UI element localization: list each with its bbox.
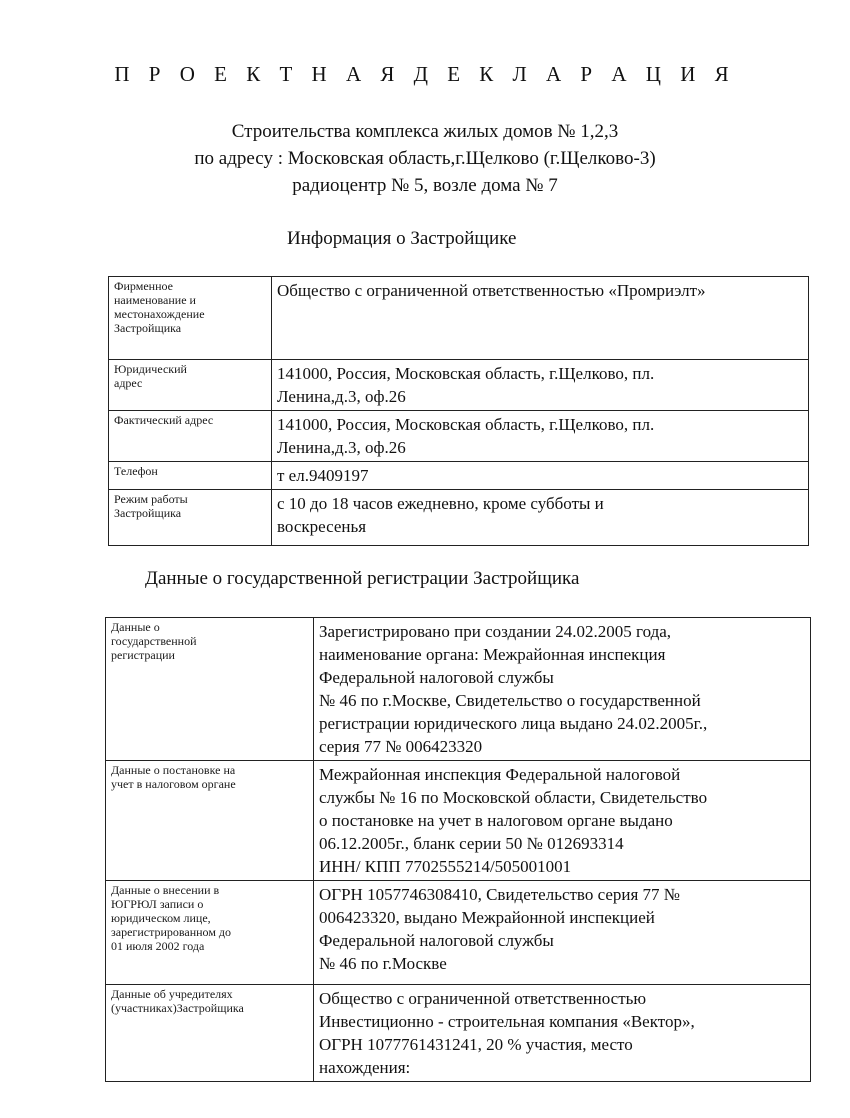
- label-line: зарегистрированном до: [111, 925, 232, 939]
- subtitle-line: по адресу : Московская область,г.Щелково (г.Щелково-3): [194, 148, 656, 169]
- row-value: [314, 761, 811, 881]
- value-line: Инвестиционно - строительная компания «Вектор»,: [319, 1012, 695, 1031]
- developer-info-heading: Информация о Застройщике: [287, 228, 517, 249]
- value-line: 141000, Россия, Московская область, г.Щелково, пл.: [277, 364, 655, 383]
- label-line: Данные о внесении в: [111, 883, 220, 897]
- table-row: [106, 761, 811, 881]
- value-line: 006423320, выдано Межрайонной инспекцией: [319, 908, 655, 927]
- label-line: юридическом лице,: [111, 911, 211, 925]
- registration-info-table: [105, 617, 811, 1082]
- label-line: государственной: [111, 634, 197, 648]
- value-line: № 46 по г.Москве: [319, 954, 447, 973]
- value-line: 141000, Россия, Московская область, г.Щелково, пл.: [277, 415, 655, 434]
- value-line: 06.12.2005г., бланк серии 50 № 012693314: [319, 834, 624, 853]
- row-value: [272, 490, 809, 546]
- label-line: Застройщика: [114, 321, 182, 335]
- label-line: (участниках)Застройщика: [111, 1001, 244, 1015]
- value-line: ОГРН 1077761431241, 20 % участия, место: [319, 1035, 633, 1054]
- row-label: [109, 360, 272, 411]
- row-label: [109, 462, 272, 490]
- subtitle-line: радиоцентр № 5, возле дома № 7: [292, 175, 558, 196]
- value-line: ИНН/ КПП 7702555214/505001001: [319, 857, 572, 876]
- table-row: [109, 277, 809, 360]
- row-value: [272, 462, 809, 490]
- row-label: [106, 985, 314, 1082]
- value-line: серия 77 № 006423320: [319, 737, 483, 756]
- row-value: [272, 360, 809, 411]
- row-label: [109, 277, 272, 360]
- label-line: Застройщика: [114, 506, 182, 520]
- table-row: [109, 360, 809, 411]
- value-line: нахождения:: [319, 1058, 411, 1077]
- value-line: Зарегистрировано при создании 24.02.2005 года,: [319, 622, 672, 641]
- value-line: Федеральной налоговой службы: [319, 668, 554, 687]
- row-value: [314, 985, 811, 1082]
- table-row: [109, 462, 809, 490]
- value-line: воскресенья: [277, 517, 367, 536]
- row-label: [106, 761, 314, 881]
- label-line: Данные о постановке на: [111, 763, 236, 777]
- label-line: адрес: [114, 376, 143, 390]
- table-row: [109, 490, 809, 546]
- label-line: учет в налоговом органе: [111, 777, 236, 791]
- row-label: [106, 618, 314, 761]
- value-line: Ленина,д.3, оф.26: [277, 387, 406, 406]
- value-line: с 10 до 18 часов ежедневно, кроме субботы и: [277, 494, 604, 513]
- table-row: [106, 985, 811, 1082]
- label-line: Данные об учредителях: [111, 987, 233, 1001]
- value-line: Ленина,д.3, оф.26: [277, 438, 406, 457]
- row-label: [109, 490, 272, 546]
- project-subtitle: [0, 118, 850, 199]
- row-value: [314, 881, 811, 985]
- row-value: [272, 277, 809, 360]
- row-label: [109, 411, 272, 462]
- value-line: о постановке на учет в налоговом органе выдано: [319, 811, 673, 830]
- table-row: [106, 881, 811, 985]
- registration-heading: Данные о государственной регистрации Застройщика: [145, 568, 580, 589]
- value-line: т ел.9409197: [277, 466, 369, 485]
- value-line: Общество с ограниченной ответственностью «Промриэлт»: [277, 281, 706, 300]
- value-line: Федеральной налоговой службы: [319, 931, 554, 950]
- label-line: Данные о: [111, 620, 160, 634]
- value-line: ОГРН 1057746308410, Свидетельство серия 77 №: [319, 885, 681, 904]
- table-row: [109, 411, 809, 462]
- label-line: регистрации: [111, 648, 175, 662]
- value-line: Общество с ограниченной ответственностью: [319, 989, 647, 1008]
- value-line: регистрации юридического лица выдано 24.02.2005г.,: [319, 714, 708, 733]
- label-line: местонахождение: [114, 307, 205, 321]
- value-line: службы № 16 по Московской области, Свидетельство: [319, 788, 708, 807]
- label-line: Режим работы: [114, 492, 188, 506]
- label-line: Телефон: [114, 464, 158, 478]
- row-value: [272, 411, 809, 462]
- label-line: 01 июля 2002 года: [111, 939, 205, 953]
- document-title: П Р О Е К Т Н А Я Д Е К Л А Р А Ц И Я: [114, 62, 736, 86]
- developer-info-table: [108, 276, 809, 546]
- label-line: Юридический: [114, 362, 187, 376]
- row-value: [314, 618, 811, 761]
- table-row: [106, 618, 811, 761]
- subtitle-line: Строительства комплекса жилых домов № 1,2,3: [231, 121, 619, 142]
- label-line: ЮГРЮЛ записи о: [111, 897, 204, 911]
- label-line: Фирменное: [114, 279, 173, 293]
- value-line: Межрайонная инспекция Федеральной налоговой: [319, 765, 681, 784]
- row-label: [106, 881, 314, 985]
- value-line: № 46 по г.Москве, Свидетельство о государственной: [319, 691, 701, 710]
- label-line: наименование и: [114, 293, 196, 307]
- label-line: Фактический адрес: [114, 413, 214, 427]
- value-line: наименование органа: Межрайонная инспекция: [319, 645, 666, 664]
